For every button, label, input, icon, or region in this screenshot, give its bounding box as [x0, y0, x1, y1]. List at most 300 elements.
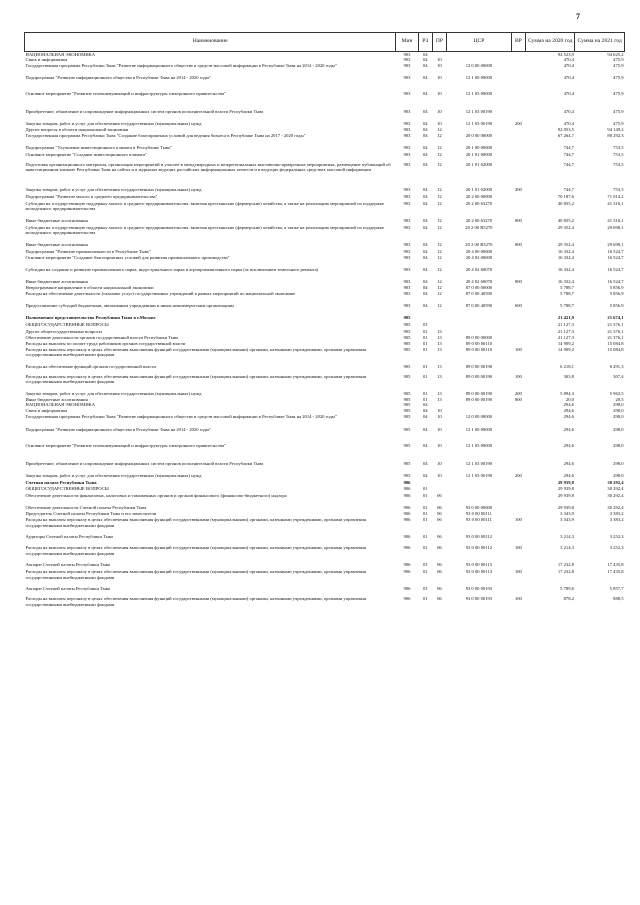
row-name: Расходы на выплаты персоналу в целях обеспечения выполнения функций государственными (муниципальными) органами, казенными учреждениями, органами управления государственными внебюджетными фондами	[25, 517, 366, 528]
row-rz: 04	[422, 284, 428, 290]
row-sum-2021: 30 292,4	[607, 480, 624, 486]
row-rz: 04	[422, 57, 428, 63]
table-row	[25, 315, 625, 322]
row-vr: 100	[514, 569, 522, 575]
row-csr: 20 2 00 00000	[465, 193, 493, 199]
row-vr	[511, 427, 525, 443]
row-sum-2020: 17 232,8	[557, 562, 574, 568]
row-name: Расходы на выплаты персоналу в целях обеспечения выполнения функций государственными (муниципальными) органами, казенными учреждениями, органами управления государственными внебюджетными фондами	[25, 346, 366, 358]
row-pr: 12	[437, 193, 442, 199]
table-row	[25, 562, 625, 569]
table-row	[25, 133, 625, 145]
row-csr: 20 2 00 R5270	[465, 224, 493, 230]
row-sum-2021: 94 149,2	[607, 126, 624, 132]
row-csr	[446, 322, 511, 329]
row-name: Подготовка организационного материала, организация мероприятий и участие в международных и межрегиональных выставочно-ярмарочных мероприятиях, размещение публикаций об инвестиционном климате Республики Тыва на сайтах и в журналах ведущих российских информационных агентств и в ведущих федеральных средствах массовой информации	[25, 161, 391, 173]
row-csr: 12 1 03 00190	[465, 461, 493, 467]
row-sum-2021: 475,9	[613, 120, 624, 126]
row-vr	[511, 461, 525, 473]
row-rz: 04	[422, 461, 428, 467]
row-name: Аудиторы Счетной палаты Республики Тыва	[25, 534, 113, 540]
table-row	[25, 486, 625, 493]
row-csr: 93 0 00 00193	[465, 586, 493, 592]
row-rz: 04	[422, 193, 428, 199]
row-sum-2020: 92 053,5	[557, 126, 574, 132]
row-vr	[511, 225, 525, 242]
row-sum-2021: 298,0	[613, 461, 624, 467]
row-name: Расходы на выплаты по оплате труда работников органов государственной власти	[25, 340, 186, 346]
row-rz: 01	[422, 390, 428, 396]
row-min: 903	[403, 200, 411, 206]
row-name: Подпрограмма "Улучшение инвестиционного климата в Республике Тыва"	[25, 144, 172, 150]
row-pr: 13	[437, 340, 442, 346]
row-vr: 800	[514, 278, 522, 284]
row-csr: 12 1 03 00000	[465, 90, 493, 96]
row-csr: 89 0 00 00190	[465, 396, 493, 402]
table-row	[25, 347, 625, 364]
row-pr: 06	[437, 511, 442, 517]
row-name: ОБЩЕГОСУДАРСТВЕННЫЕ ВОПРОСЫ	[25, 486, 109, 492]
row-name: Расходы на выплаты персоналу в целях обеспечения выполнения функций государственными (муниципальными) органами, казенными учреждениями, органами управления государственными внебюджетными фондами	[25, 596, 366, 607]
row-vr: 100	[514, 545, 522, 551]
row-min: 903	[403, 62, 411, 68]
column-header-vr: ВР	[511, 33, 525, 52]
row-vr: 100	[514, 346, 522, 352]
row-sum-2021: 21 376,1	[607, 334, 624, 340]
row-sum-2020: 29 352,4	[557, 224, 574, 230]
row-rz: 01	[422, 534, 428, 540]
row-sum-2020: 470,4	[563, 62, 574, 68]
table-row	[25, 461, 625, 473]
row-vr	[511, 162, 525, 187]
row-min: 905	[403, 321, 411, 327]
row-name: Подпрограмма "Развитие малого и среднего предпринимательства"	[25, 193, 158, 199]
row-rz: 01	[422, 545, 428, 551]
table-row	[25, 75, 625, 91]
row-sum-2021: 16 524,7	[607, 278, 624, 284]
row-sum-2020: 20,0	[565, 396, 574, 402]
row-csr: 20 2 00 63270	[465, 200, 493, 206]
row-min: 905	[403, 328, 411, 334]
table-row	[25, 443, 625, 461]
row-sum-2021: 3 252,3	[609, 534, 624, 540]
budget-table	[24, 32, 625, 613]
row-min: 905	[403, 334, 411, 340]
row-vr	[511, 267, 525, 279]
row-name: Полномочное представительство Республики Тыва в г.Москве	[25, 314, 156, 320]
row-sum-2021: 41 316,1	[607, 200, 624, 206]
row-sum-2020: 3 214,3	[560, 534, 574, 540]
row-pr: 10	[437, 461, 442, 467]
row-csr: 93 0 00 00113	[465, 562, 493, 568]
table-row	[25, 534, 625, 545]
row-sum-2020: 5 788,7	[560, 284, 574, 290]
row-pr: 10	[437, 414, 442, 420]
row-csr: 12 1 03 00000	[465, 443, 493, 449]
row-pr: 10	[437, 74, 442, 80]
row-csr: 89 0 00 00190	[465, 363, 493, 369]
row-name: Закупка товаров, работ и услуг для обеспечения государственных (муниципальных) нужд	[25, 120, 202, 126]
row-sum-2020: 40 835,2	[557, 200, 574, 206]
row-sum-2021: 753,5	[613, 186, 624, 192]
row-name: Приобретение, обновление и сопровождение информационных систем органов исполнительной власти Республики Тыва	[25, 108, 264, 114]
row-pr: 13	[437, 334, 442, 340]
row-vr	[511, 201, 525, 218]
row-rz: 04	[422, 408, 428, 414]
row-sum-2020: 21 127,3	[557, 334, 574, 340]
row-rz: 01	[422, 517, 428, 523]
row-sum-2021: 20,5	[615, 396, 624, 402]
row-pr: 13	[437, 373, 442, 379]
row-min: 906	[403, 596, 411, 602]
row-name: НАЦИОНАЛЬНАЯ ЭКОНОМИКА	[25, 402, 96, 408]
row-csr: 93 0 00 00113	[465, 569, 493, 575]
row-sum-2021: 475,9	[613, 57, 624, 63]
row-rz: 04	[422, 414, 428, 420]
row-sum-2021: 3 383,2	[609, 517, 624, 523]
column-header-min: Мин	[396, 33, 418, 52]
row-sum-2021: 94 625,2	[607, 52, 624, 57]
row-rz: 04	[422, 290, 428, 296]
table-row	[25, 187, 625, 194]
row-name: НАЦИОНАЛЬНАЯ ЭКОНОМИКА	[25, 52, 96, 57]
row-sum-2020: 294,6	[563, 461, 574, 467]
row-name: Расходы на обеспечение функций органов государственной власти	[25, 363, 156, 369]
row-min: 905	[403, 402, 411, 408]
row-min: 903	[403, 144, 411, 150]
row-min: 905	[403, 314, 411, 320]
row-vr	[511, 486, 525, 493]
row-name: Непрограммное направление в области национальной экономики	[25, 284, 154, 290]
row-name: Обеспечение деятельности Счетной палаты Республики Тыва	[25, 505, 147, 511]
row-vr: 800	[514, 217, 522, 223]
row-min: 905	[403, 427, 411, 433]
row-vr	[511, 364, 525, 374]
row-vr: 100	[514, 596, 522, 602]
row-pr: 06	[437, 517, 442, 523]
row-min: 903	[403, 290, 411, 296]
row-vr: 800	[514, 241, 522, 247]
row-name: Приобретение, обновление и сопровождение информационных систем органов исполнительной власти Республики Тыва	[25, 461, 264, 467]
row-sum-2021: 30 292,4	[607, 505, 624, 511]
table-row	[25, 194, 625, 201]
row-pr: 12	[437, 302, 442, 308]
row-sum-2020: 294,6	[563, 473, 574, 479]
row-min: 903	[403, 52, 411, 57]
table-row	[25, 201, 625, 218]
row-name: Закупка товаров, работ и услуг для обеспечения государственных (муниципальных) нужд	[25, 473, 202, 479]
row-pr: 06	[437, 505, 442, 511]
table-row	[25, 218, 625, 225]
row-csr	[446, 315, 511, 322]
row-rz: 04	[422, 473, 428, 479]
row-sum-2020: 470,4	[563, 120, 574, 126]
row-min: 906	[403, 511, 411, 517]
row-rz	[418, 315, 432, 322]
row-name: Подпрограмма "Развитие информационного общества в Республике Тыва на 2014 - 2020 годы"	[25, 427, 211, 433]
row-rz: 04	[422, 278, 428, 284]
row-pr: 12	[437, 126, 442, 132]
row-rz: 04	[422, 248, 428, 254]
row-sum-2020: 3 214,3	[560, 545, 574, 551]
row-csr: 20 1 01 00000	[465, 151, 493, 157]
table-row	[25, 162, 625, 187]
row-min: 906	[403, 562, 411, 568]
page-number: 7	[576, 12, 580, 21]
row-sum-2021: 298,0	[613, 473, 624, 479]
table-row	[25, 109, 625, 121]
row-pr	[432, 322, 446, 329]
row-name: Основное мероприятие "Создание благоприятных условий для развития промышленного производства"	[25, 254, 230, 260]
row-vr: 800	[514, 396, 522, 402]
row-vr	[511, 145, 525, 152]
row-sum-2020: 470,4	[563, 57, 574, 63]
row-name: Обеспечение деятельности органов государственной власти Республики Тыва	[25, 334, 179, 340]
row-sum-2020: 40 835,2	[557, 217, 574, 223]
row-pr: 12	[437, 186, 442, 192]
table-row	[25, 473, 625, 480]
table-row	[25, 242, 625, 249]
row-vr: 600	[514, 302, 522, 308]
row-pr: 06	[437, 493, 442, 499]
row-pr: 06	[437, 569, 442, 575]
row-sum-2021: 3 252,3	[609, 545, 624, 551]
row-name: Расходы на выплаты персоналу в целях обеспечения выполнения функций государственными (муниципальными) органами, казенными учреждениями, органами управления государственными внебюджетными фондами	[25, 569, 366, 580]
row-sum-2020: 14 909,2	[557, 340, 574, 346]
row-min: 905	[403, 461, 411, 467]
row-vr	[511, 75, 525, 91]
row-sum-2021: 30 292,4	[607, 493, 624, 499]
row-sum-2021: 15 084,8	[607, 340, 624, 346]
row-sum-2021: 88 292,3	[607, 132, 624, 138]
row-pr: 10	[437, 120, 442, 126]
row-rz: 04	[422, 90, 428, 96]
row-pr: 13	[437, 396, 442, 402]
row-vr: 200	[514, 390, 522, 396]
row-vr: 200	[514, 120, 522, 126]
row-sum-2021: 16 524,7	[607, 248, 624, 254]
row-sum-2021: 41 316,1	[607, 217, 624, 223]
row-sum-2020: 29 939,8	[557, 480, 574, 486]
table-row	[25, 303, 625, 315]
row-min: 905	[403, 408, 411, 414]
row-pr: 10	[437, 427, 442, 433]
row-vr	[511, 322, 525, 329]
row-vr	[511, 414, 525, 427]
row-rz: 04	[422, 74, 428, 80]
row-rz: 01	[422, 505, 428, 511]
row-csr: 89 0 00 00190	[465, 373, 493, 379]
row-sum-2020: 470,4	[563, 74, 574, 80]
row-min: 905	[403, 346, 411, 352]
row-pr: 12	[437, 224, 442, 230]
row-vr	[511, 152, 525, 162]
row-pr: 13	[437, 363, 442, 369]
row-rz: 04	[422, 217, 428, 223]
row-name: Обеспечение деятельности финансовых, налоговых и таможенных органов и органов финансового (финансово-бюджетного) надзора	[25, 493, 287, 499]
row-min: 903	[403, 278, 411, 284]
row-rz: 04	[422, 402, 428, 408]
row-name: Счетная палата Республики Тыва	[25, 480, 97, 486]
row-rz: 04	[422, 266, 428, 272]
table-row	[25, 91, 625, 109]
row-min: 903	[403, 284, 411, 290]
row-name: Государственная программа Республики Тыва "Развитие информационного общества и средств массовой информации в Республике Тыва на 2014 - 2020 годы"	[25, 62, 337, 68]
row-pr: 12	[437, 151, 442, 157]
row-min: 906	[403, 505, 411, 511]
row-name: Другие общегосударственные вопросы	[25, 328, 102, 334]
row-sum-2020: 29 939,8	[557, 486, 574, 492]
table-row	[25, 586, 625, 596]
row-rz: 01	[422, 493, 428, 499]
row-sum-2020: 5 789,6	[560, 586, 574, 592]
column-header-name: Наименование	[25, 33, 396, 52]
row-csr: 93 0 00 00112	[465, 545, 493, 551]
row-rz: 04	[422, 151, 428, 157]
column-header-rz: РЗ	[418, 33, 432, 52]
row-rz: 04	[422, 200, 428, 206]
row-pr: 12	[437, 278, 442, 284]
row-min: 905	[403, 396, 411, 402]
row-vr: 100	[514, 373, 522, 379]
row-min: 903	[403, 57, 411, 63]
row-name: Расходы на обеспечение деятельности (оказание услуг) государственных учреждений в рамках мероприятий по национальной экономике	[25, 290, 296, 296]
row-csr: 20 0 00 00000	[465, 132, 493, 138]
row-min: 903	[403, 120, 411, 126]
row-sum-2020: 744,7	[563, 151, 574, 157]
row-min: 903	[403, 193, 411, 199]
row-sum-2020: 70 187,6	[557, 193, 574, 199]
row-csr: 12 1 03 00190	[465, 108, 493, 114]
row-rz: 01	[422, 486, 428, 492]
row-name: Основное мероприятие "Развитие телекоммуникаций и инфраструктуры электронного правительства"	[25, 90, 227, 96]
row-min: 903	[403, 108, 411, 114]
row-name: Предоставление субсидий бюджетным, автономным учреждениям и иным некоммерческим организациям	[25, 302, 234, 308]
table-row	[25, 374, 625, 391]
row-csr: 93 0 00 00111	[465, 517, 492, 523]
row-vr: 200	[514, 186, 522, 192]
row-rz: 01	[422, 562, 428, 568]
row-sum-2020: 294,6	[563, 402, 574, 408]
row-vr: 100	[514, 517, 522, 523]
row-rz: 04	[422, 126, 428, 132]
row-csr: 89 0 00 00000	[465, 334, 493, 340]
row-pr	[432, 486, 446, 493]
row-sum-2021: 21 674,1	[607, 314, 624, 320]
row-min: 905	[403, 473, 411, 479]
row-min: 905	[403, 390, 411, 396]
row-rz: 04	[422, 120, 428, 126]
row-sum-2021: 21 376,1	[607, 328, 624, 334]
row-pr: 06	[437, 545, 442, 551]
row-pr: 12	[437, 132, 442, 138]
table-row	[25, 255, 625, 267]
row-min: 903	[403, 224, 411, 230]
row-csr: 20 2 00 63270	[465, 217, 493, 223]
table-row	[25, 427, 625, 443]
row-sum-2020: 5 788,7	[560, 290, 574, 296]
row-name: Основное мероприятие "Развитие телекоммуникаций и инфраструктуры электронного правительства"	[25, 443, 227, 449]
row-pr: 12	[437, 254, 442, 260]
row-vr	[511, 534, 525, 545]
row-rz: 04	[422, 62, 428, 68]
row-sum-2020: 29 352,4	[557, 241, 574, 247]
row-sum-2020: 3 343,9	[560, 517, 574, 523]
row-rz: 01	[422, 396, 428, 402]
row-csr: 93 0 00 00111	[465, 511, 492, 517]
column-header-sum-2020: Сумма на 2020 год	[525, 33, 575, 52]
row-name: Закупка товаров, работ и услуг для обеспечения государственных (муниципальных) нужд	[25, 186, 202, 192]
row-sum-2021: 16 524,7	[607, 266, 624, 272]
row-csr: 12 1 00 00000	[465, 427, 493, 433]
row-name: ОБЩЕГОСУДАРСТВЕННЫЕ ВОПРОСЫ	[25, 321, 109, 327]
row-sum-2020: 470,4	[563, 90, 574, 96]
row-sum-2020: 14 909,2	[557, 346, 574, 352]
row-csr: 20 4 02 60070	[465, 278, 493, 284]
row-name: Субсидии на создание и развитие промышленного парка, индустриального парка и агропромышленного парка (за исключением земельного ремонта)	[25, 266, 319, 272]
row-min: 903	[403, 186, 411, 192]
row-name: Иные бюджетные ассигнования	[25, 278, 88, 284]
row-sum-2021: 29 698,1	[607, 224, 624, 230]
row-min: 903	[403, 241, 411, 247]
row-sum-2021: 21 376,1	[607, 321, 624, 327]
row-pr: 12	[437, 144, 442, 150]
row-sum-2021: 753,5	[613, 144, 624, 150]
row-sum-2021: 753,5	[613, 151, 624, 157]
row-name: Связь и информатика	[25, 57, 68, 63]
row-csr: 20 4 00 00000	[465, 248, 493, 254]
row-min: 905	[403, 443, 411, 449]
row-sum-2021: 30 292,4	[607, 486, 624, 492]
row-sum-2021: 17 435,8	[607, 569, 624, 575]
row-pr: 10	[437, 90, 442, 96]
row-rz: 04	[422, 443, 428, 449]
row-name: Государственная программа Республики Тыва "Развитие информационного общества и средств массовой информации в Республике Тыва на 2014 - 2020 годы"	[25, 414, 337, 420]
row-csr: 12 1 03 00190	[465, 473, 493, 479]
row-pr: 10	[437, 473, 442, 479]
column-header-pr: ПР	[432, 33, 446, 52]
row-sum-2020: 17 232,8	[557, 569, 574, 575]
row-vr	[511, 291, 525, 303]
row-sum-2021: 5 856,9	[609, 302, 624, 308]
row-csr: 93 0 00 00000	[465, 505, 493, 511]
table-row	[25, 493, 625, 505]
row-pr: 12	[437, 266, 442, 272]
row-sum-2020: 470,4	[563, 108, 574, 114]
row-sum-2021: 888,5	[613, 596, 624, 602]
row-name: Председатель Счетной палаты Республики Тыва и его заместители	[25, 511, 157, 517]
row-rz: 04	[422, 302, 428, 308]
row-rz: 04	[422, 224, 428, 230]
row-pr	[432, 315, 446, 322]
row-csr: 20 4 02 00000	[465, 254, 493, 260]
row-vr	[511, 443, 525, 461]
row-min: 903	[403, 217, 411, 223]
row-min: 905	[403, 340, 411, 346]
row-sum-2021: 298,0	[613, 427, 624, 433]
row-pr: 12	[437, 217, 442, 223]
row-rz: 01	[422, 373, 428, 379]
table-row	[25, 545, 625, 562]
row-sum-2021: 298,0	[613, 402, 624, 408]
row-sum-2021: 71 014,2	[607, 193, 624, 199]
table-body	[25, 52, 625, 614]
row-pr: 13	[437, 390, 442, 396]
row-vr	[511, 255, 525, 267]
row-pr: 06	[437, 534, 442, 540]
row-vr	[511, 63, 525, 75]
row-sum-2021: 307,4	[613, 373, 624, 379]
